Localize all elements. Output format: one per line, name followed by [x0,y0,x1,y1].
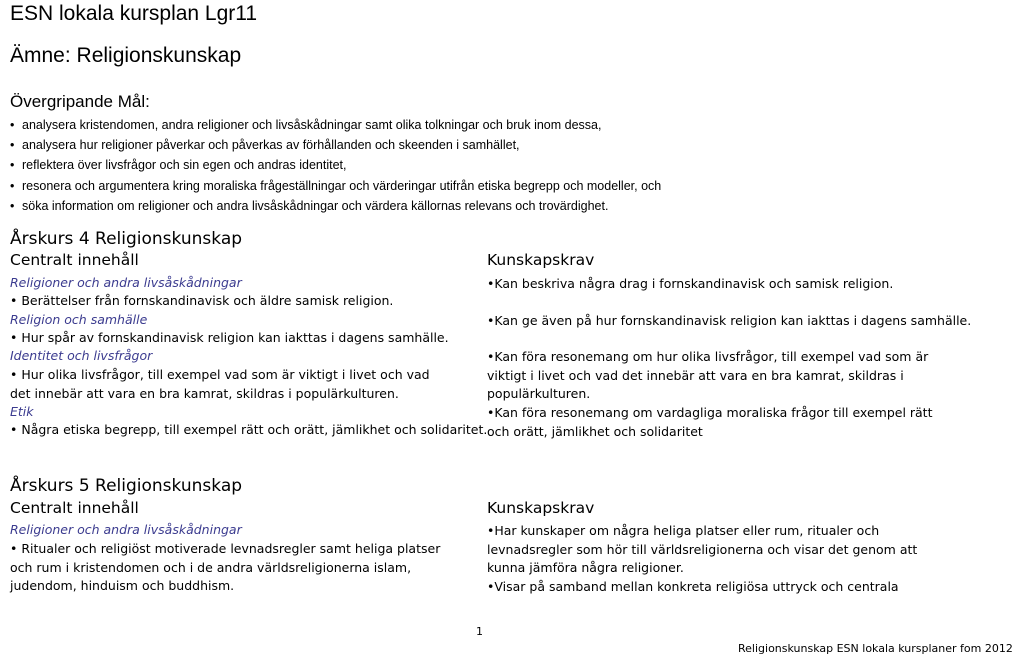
grade5-heading: Årskurs 5 Religionskunskap [10,476,243,496]
grade4-requirement: • Kan beskriva några drag i fornskandinavisk och samisk religion. [487,275,893,294]
grade4-section-title: Identitet och livsfrågor [10,348,153,363]
subject-heading: Ämne: Religionskunskap [10,44,242,67]
grade4-requirement: • Kan föra resonemang om vardagliga moraliska frågor till exempel rätt och orätt, jämlikhet och solidaritet [487,404,957,441]
footer-note: Religionskunskap ESN lokala kursplaner fom 2012 [738,642,1013,655]
goal-item: • resonera och argumentera kring moraliska frågeställningar och värderingar utifrån etiska begrepp och modeller, och [10,176,661,196]
grade4-section-title: Etik [10,404,34,419]
document-title: ESN lokala kursplan Lgr11 [10,2,258,25]
grade5-section-title: Religioner och andra livsåskådningar [10,522,242,537]
grade5-content-heading: Centralt innehåll [10,499,139,517]
grade5-requirement: • Har kunskaper om några heliga platser eller rum, ritualer och levnadsregler som hör till världsreligionerna och visar det genom att kunna jämföra några religioner. [487,522,957,578]
grade4-heading: Årskurs 4 Religionskunskap [10,229,243,249]
grade4-content-item: • Berättelser från fornskandinavisk och äldre samisk religion. [10,293,393,308]
grade4-requirement: • Kan föra resonemang om hur olika livsfrågor, till exempel vad som är viktigt i livet och vad det innebär att vara en bra kamrat, skildras i populärkulturen. [487,348,957,404]
goal-item: • analysera kristendomen, andra religioner och livsåskådningar samt olika tolkningar och bruk inom dessa, [10,115,661,135]
grade4-content-heading: Centralt innehåll [10,251,139,269]
overall-goals-heading: Övergripande Mål: [10,92,150,111]
grade5-content-item: • Ritualer och religiöst motiverade levnadsregler samt heliga platser och rum i kristendomen och i de andra världsreligionerna islam, judendom, hinduism och buddhism. [10,540,455,596]
grade4-content-item: • Hur spår av fornskandinavisk religion kan iakttas i dagens samhälle. [10,330,449,345]
grade4-requirement: • Kan ge även på hur fornskandinavisk religion kan iakttas i dagens samhälle. [487,312,971,331]
goal-item: • söka information om religioner och andra livsåskådningar och värdera källornas relevans och trovärdighet. [10,196,661,216]
grade4-section-title: Religioner och andra livsåskådningar [10,275,242,290]
grade5-requirements-heading: Kunskapskrav [487,499,595,517]
overall-goals-list [10,115,661,216]
grade4-content-item: • Hur olika livsfrågor, till exempel vad som är viktigt i livet och vad det innebär att vara en bra kamrat, skildras i populärkulturen. [10,366,450,403]
grade5-requirement: • Visar på samband mellan konkreta religiösa uttryck och centrala [487,578,899,597]
page-number: 1 [476,625,483,638]
grade4-section-title: Religion och samhälle [10,312,148,327]
goal-item: • analysera hur religioner påverkar och påverkas av förhållanden och skeenden i samhället, [10,135,661,155]
goal-item: • reflektera över livsfrågor och sin egen och andras identitet, [10,155,661,175]
grade4-content-item: • Några etiska begrepp, till exempel rätt och orätt, jämlikhet och solidaritet. [10,422,487,437]
grade4-requirements-heading: Kunskapskrav [487,251,595,269]
